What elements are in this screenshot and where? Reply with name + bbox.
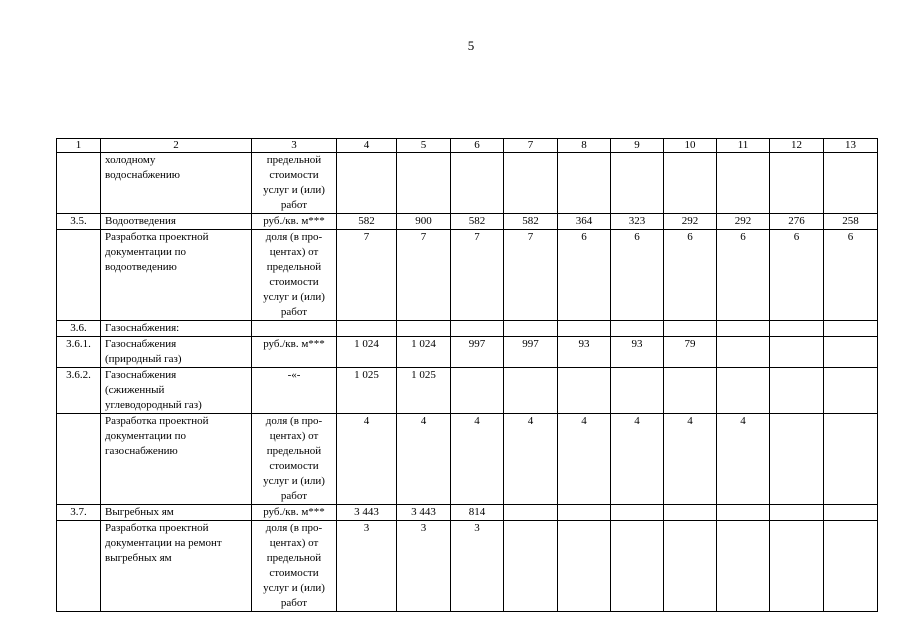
table-cell: 4	[337, 414, 397, 505]
table-row	[57, 414, 878, 505]
table-cell	[664, 153, 717, 214]
table-cell	[824, 414, 878, 505]
table-cell: 3	[337, 521, 397, 612]
column-header-4: 4	[337, 139, 397, 153]
table-cell: 582	[504, 214, 558, 230]
table-cell: руб./кв. м***	[252, 337, 337, 368]
table-cell: 6	[664, 230, 717, 321]
table-cell	[664, 321, 717, 337]
table-cell	[824, 368, 878, 414]
table-cell: Газоснабжения:	[101, 321, 252, 337]
column-header-13: 13	[824, 139, 878, 153]
table-cell	[558, 153, 611, 214]
table-cell: 4	[558, 414, 611, 505]
table-cell: холодному водоснабжению	[101, 153, 252, 214]
table-cell: 93	[558, 337, 611, 368]
table-cell: 3 443	[397, 505, 451, 521]
table-cell	[717, 368, 770, 414]
table-cell	[824, 337, 878, 368]
column-header-3: 3	[252, 139, 337, 153]
table-cell: 7	[397, 230, 451, 321]
table-cell: 7	[504, 230, 558, 321]
table-cell: 4	[611, 414, 664, 505]
table-cell	[451, 368, 504, 414]
table-cell	[397, 321, 451, 337]
table-cell	[397, 153, 451, 214]
table-row	[57, 505, 878, 521]
table-cell	[611, 321, 664, 337]
table-cell: 3.5.	[57, 214, 101, 230]
table-cell	[824, 505, 878, 521]
table-row	[57, 521, 878, 612]
table-cell: 323	[611, 214, 664, 230]
table-cell: руб./кв. м***	[252, 214, 337, 230]
table-cell	[504, 321, 558, 337]
table-cell: 292	[717, 214, 770, 230]
table-cell	[504, 368, 558, 414]
table-cell: 3 443	[337, 505, 397, 521]
table-cell: 6	[611, 230, 664, 321]
table-cell	[717, 321, 770, 337]
table-cell: 4	[664, 414, 717, 505]
column-header-5: 5	[397, 139, 451, 153]
column-header-12: 12	[770, 139, 824, 153]
column-header-8: 8	[558, 139, 611, 153]
table-cell	[57, 153, 101, 214]
table-cell: предельной стоимости услуг и (или) работ	[252, 153, 337, 214]
table-cell	[57, 521, 101, 612]
table-cell: 364	[558, 214, 611, 230]
table-cell	[57, 230, 101, 321]
table-row	[57, 230, 878, 321]
table-header	[57, 139, 878, 153]
table-cell: Разработка проектной документации по газоснабжению	[101, 414, 252, 505]
table-cell: доля (в про- центах) от предельной стоимости услуг и (или) работ	[252, 414, 337, 505]
table-cell	[717, 505, 770, 521]
table-cell: Выгребных ям	[101, 505, 252, 521]
table-cell	[337, 153, 397, 214]
table-cell: Разработка проектной документации на ремонт выгребных ям	[101, 521, 252, 612]
table-cell: 1 024	[337, 337, 397, 368]
table-cell: 1 025	[337, 368, 397, 414]
table-cell	[57, 414, 101, 505]
table-cell	[558, 521, 611, 612]
table-cell: 7	[337, 230, 397, 321]
table-cell: 900	[397, 214, 451, 230]
table-cell: 4	[717, 414, 770, 505]
table-cell	[611, 368, 664, 414]
table-body	[57, 153, 878, 612]
table-cell	[717, 521, 770, 612]
table-cell	[770, 321, 824, 337]
table-cell: 258	[824, 214, 878, 230]
table-cell: 6	[824, 230, 878, 321]
table-cell	[770, 521, 824, 612]
table-cell	[451, 321, 504, 337]
table-cell: -«-	[252, 368, 337, 414]
column-header-10: 10	[664, 139, 717, 153]
column-header-9: 9	[611, 139, 664, 153]
table-cell	[664, 368, 717, 414]
table-row	[57, 153, 878, 214]
table-cell: 4	[504, 414, 558, 505]
table-cell	[451, 153, 504, 214]
table-cell	[664, 505, 717, 521]
column-header-11: 11	[717, 139, 770, 153]
table-cell	[504, 521, 558, 612]
table-cell	[824, 321, 878, 337]
table-cell: 1 024	[397, 337, 451, 368]
table-cell	[252, 321, 337, 337]
table-cell: доля (в про- центах) от предельной стоимости услуг и (или) работ	[252, 521, 337, 612]
table-cell: Газоснабжения (сжиженный углеводородный газ)	[101, 368, 252, 414]
table-cell: 582	[451, 214, 504, 230]
table-cell: 4	[451, 414, 504, 505]
table-cell: 3	[451, 521, 504, 612]
column-number-row	[57, 139, 878, 153]
table-cell: 4	[397, 414, 451, 505]
table-cell	[770, 368, 824, 414]
table-cell	[504, 505, 558, 521]
column-header-6: 6	[451, 139, 504, 153]
table-cell: Разработка проектной документации по водоотведению	[101, 230, 252, 321]
table-cell	[611, 505, 664, 521]
table-cell: 814	[451, 505, 504, 521]
table-cell: Газоснабжения (природный газ)	[101, 337, 252, 368]
table-cell	[717, 337, 770, 368]
table-cell: 997	[451, 337, 504, 368]
table-cell	[558, 321, 611, 337]
table-cell	[770, 337, 824, 368]
column-header-1: 1	[57, 139, 101, 153]
column-header-7: 7	[504, 139, 558, 153]
table-cell	[504, 153, 558, 214]
table-row	[57, 214, 878, 230]
table-cell: 6	[558, 230, 611, 321]
table-row	[57, 337, 878, 368]
table-row	[57, 368, 878, 414]
table-cell	[824, 153, 878, 214]
table-cell	[611, 153, 664, 214]
table-cell: 3.6.2.	[57, 368, 101, 414]
table-cell	[770, 153, 824, 214]
tariff-table	[56, 138, 878, 612]
table-cell: 292	[664, 214, 717, 230]
table-cell: 79	[664, 337, 717, 368]
table-cell	[664, 521, 717, 612]
table-cell	[824, 521, 878, 612]
table-cell: 7	[451, 230, 504, 321]
table-cell	[558, 505, 611, 521]
table-cell: доля (в про- центах) от предельной стоимости услуг и (или) работ	[252, 230, 337, 321]
table-cell: руб./кв. м***	[252, 505, 337, 521]
table-cell: 997	[504, 337, 558, 368]
table-cell	[337, 321, 397, 337]
table-cell	[558, 368, 611, 414]
table-row	[57, 321, 878, 337]
table-cell: 3.6.1.	[57, 337, 101, 368]
table-cell: 6	[717, 230, 770, 321]
table-cell	[611, 521, 664, 612]
table-cell: 3.7.	[57, 505, 101, 521]
table-cell	[770, 505, 824, 521]
page-number: 5	[467, 38, 475, 53]
table-cell	[770, 414, 824, 505]
table-cell: 582	[337, 214, 397, 230]
table-cell: 3	[397, 521, 451, 612]
table-cell: 276	[770, 214, 824, 230]
column-header-2: 2	[101, 139, 252, 153]
table-cell	[717, 153, 770, 214]
table-cell: 1 025	[397, 368, 451, 414]
table-cell: 3.6.	[57, 321, 101, 337]
table-cell: 6	[770, 230, 824, 321]
table-cell: Водоотведения	[101, 214, 252, 230]
table-cell: 93	[611, 337, 664, 368]
